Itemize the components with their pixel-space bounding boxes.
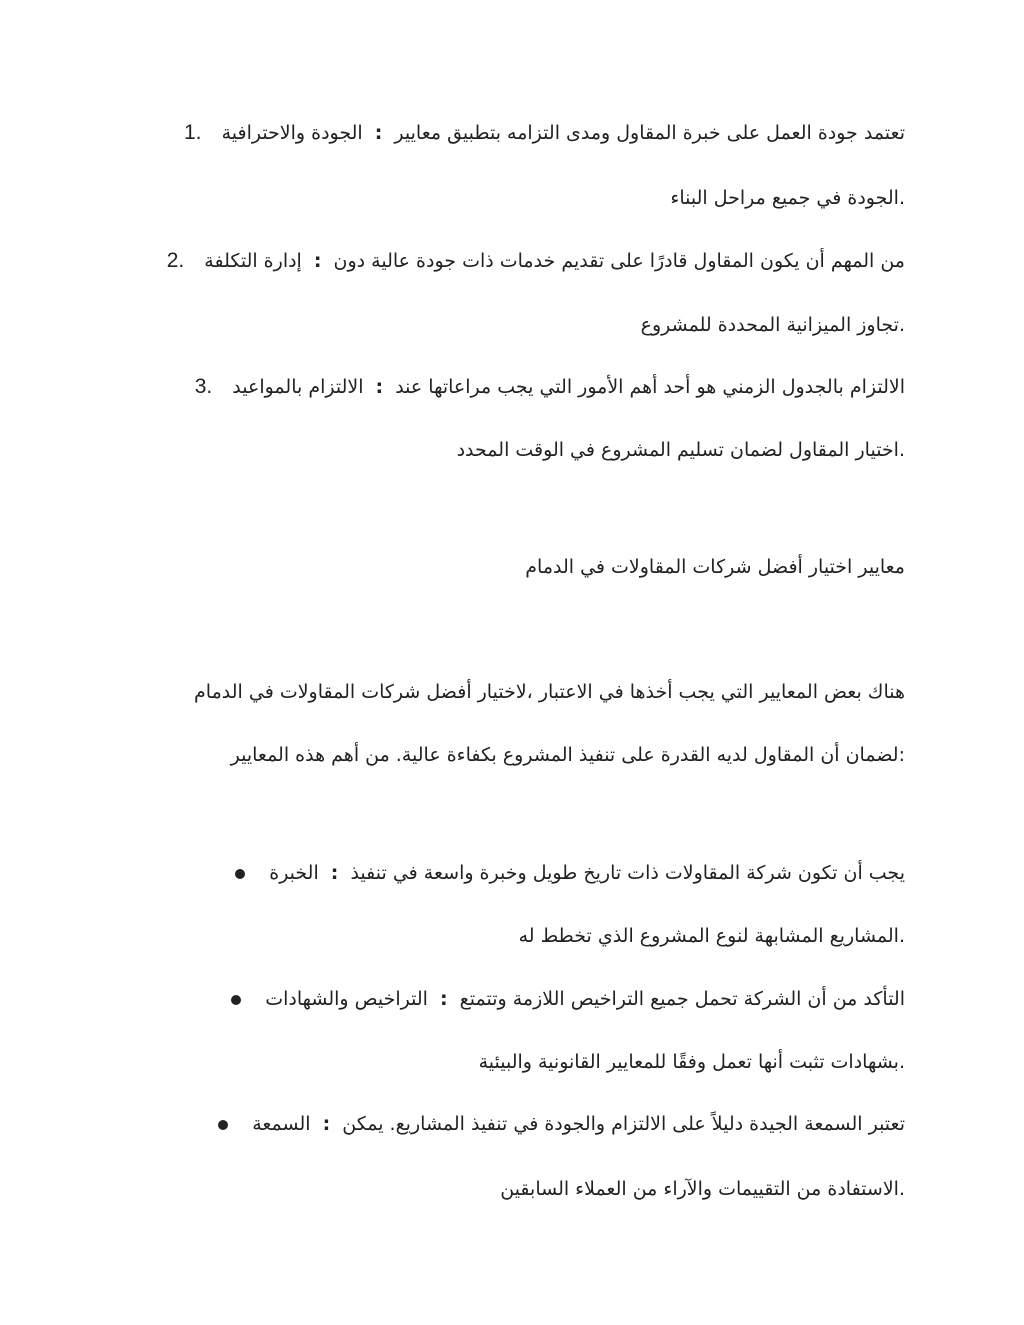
numbered-item-3-label: الالتزام بالمواعيد [232,376,364,398]
numbered-item-2-colon: : [313,250,322,272]
intro-line1: هناك بعض المعايير التي يجب أخذها في الاعتبار ،لاختيار أفضل شركات المقاولات في الدمام [194,681,905,703]
bullet-item-3-line2: .الاستفادة من التقييمات والآراء من العملاء السابقين [500,1178,905,1200]
bullet-item-1-colon: : [330,862,339,884]
bullet-item-1-label: الخبرة [269,862,319,884]
numbered-item-1-line1 [184,120,905,146]
numbered-item-3-colon: : [375,376,384,398]
numbered-item-2-text: من المهم أن يكون المقاول قادرًا على تقديم خدمات ذات جودة عالية دون [333,250,905,272]
bullet-item-3-label: السمعة [252,1113,311,1135]
bullet-item-2-line1 [231,986,905,1012]
bullet-item-1-line2: .المشاريع المشابهة لنوع المشروع الذي تخطط له [518,925,905,947]
numbered-item-3-line2: .اختيار المقاول لضمان تسليم المشروع في الوقت المحدد [456,439,905,461]
bullet-item-3-colon: : [322,1113,331,1135]
numbered-item-3-number: 3. [194,375,213,398]
bullet-item-1-text: يجب أن تكون شركة المقاولات ذات تاريخ طويل وخبرة واسعة في تنفيذ [350,862,905,884]
bullet-item-2-line2: .بشهادات تثبت أنها تعمل وفقًا للمعايير القانونية والبيئية [478,1051,905,1073]
bullet-item-3-line1 [218,1111,905,1137]
numbered-item-1-label: الجودة والاحترافية [221,122,363,144]
bullet-dot-icon [231,995,241,1005]
numbered-item-3-text: الالتزام بالجدول الزمني هو أحد أهم الأمور التي يجب مراعاتها عند [395,376,905,398]
numbered-item-2-label: إدارة التكلفة [204,250,302,272]
intro-line2: :لضمان أن المقاول لديه القدرة على تنفيذ المشروع بكفاءة عالية. من أهم هذه المعايير [230,744,905,766]
numbered-item-1-line2: .الجودة في جميع مراحل البناء [670,187,905,209]
numbered-item-1-colon: : [374,122,383,144]
bullet-item-3-text: تعتبر السمعة الجيدة دليلاً على الالتزام والجودة في تنفيذ المشاريع. يمكن [342,1113,905,1135]
bullet-item-1-line1 [235,860,905,886]
numbered-item-2-line1 [167,248,905,274]
bullet-item-2-label: التراخيص والشهادات [265,988,428,1010]
bullet-item-2-text: التأكد من أن الشركة تحمل جميع التراخيص اللازمة وتتمتع [459,988,905,1010]
bullet-item-2-colon: : [440,988,448,1010]
section-heading: معايير اختيار أفضل شركات المقاولات في الدمام [525,556,905,578]
numbered-item-1-text: تعتمد جودة العمل على خبرة المقاول ومدى التزامه بتطبيق معايير [394,122,905,144]
numbered-item-2-number: 2. [166,249,185,272]
numbered-item-1-number: 1. [184,121,202,144]
bullet-dot-icon [235,869,245,879]
numbered-item-3-line1 [195,374,905,400]
numbered-item-2-line2: .تجاوز الميزانية المحددة للمشروع [640,314,905,336]
bullet-dot-icon [218,1120,228,1130]
